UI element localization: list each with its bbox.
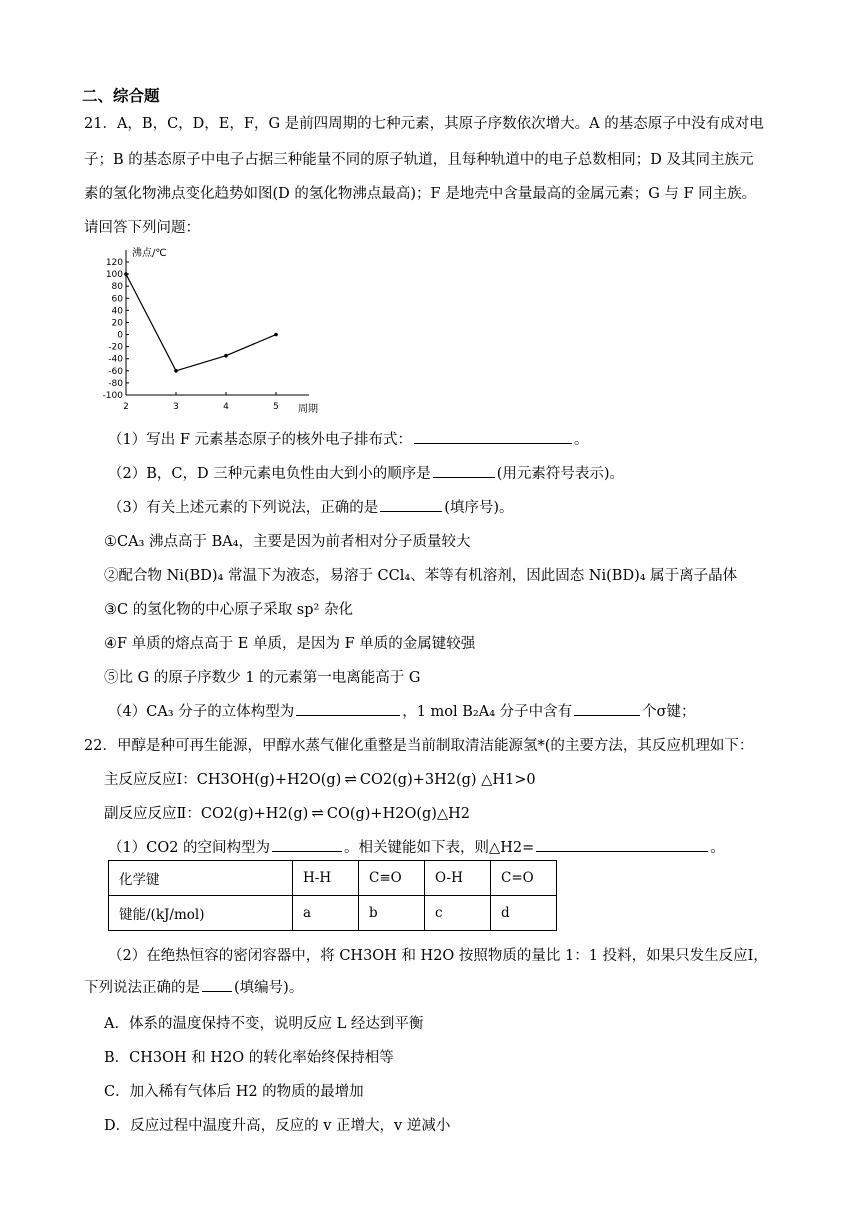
reaction-left: CO2(g)+H2(g)	[200, 806, 309, 822]
table-cell: d	[491, 896, 557, 931]
chart-data-point	[124, 272, 128, 276]
q22-sub1-blank-2[interactable]	[536, 837, 708, 852]
reaction-right: CO(g)+H2O(g)△H2	[326, 806, 470, 822]
table-row	[109, 896, 557, 931]
bond-energy-table	[108, 860, 557, 931]
chart-x-tick-label: 5	[273, 402, 279, 412]
table-cell: b	[359, 896, 425, 931]
q21-sub1-suffix: 。	[574, 432, 589, 448]
chart-x-label: 周期	[298, 404, 318, 415]
option-text: CA₃ 沸点高于 BA₄，主要是因为前者相对分子质量较大	[117, 534, 471, 550]
q22-sub2-blank[interactable]	[202, 977, 232, 992]
chart-y-tick-label: -80	[108, 378, 123, 389]
q22-choice-c: C．加入稀有气体后 H2 的物质的最增加	[104, 1084, 364, 1100]
q22-sub2-line-1: （2）在绝热恒容的密闭容器中，将 CH3OH 和 H2O 按照物质的量比 1：1 投料，如果只发生反应Ⅰ，	[108, 948, 768, 964]
q21-sub2-suffix: (用元素符号表示)。	[496, 466, 625, 482]
table-cell: O-H	[425, 861, 491, 896]
table-header-row	[109, 861, 557, 896]
reaction-label: 副反应反应Ⅱ：	[104, 806, 201, 822]
q21-line-1: 21．A，B，C，D，E，F，G 是前四周期的七种元素，其原子序数依次增大。A 的基态原子中没有成对电	[84, 116, 764, 132]
q22-sub2-prefix: 下列说法正确的是	[84, 980, 200, 996]
chart-data-point	[224, 354, 228, 358]
q22-choice-b: B．CH3OH 和 H2O 的转化率始终保持相等	[104, 1050, 394, 1066]
chart-x-tick-label: 4	[223, 402, 229, 412]
q21-sub1-prefix: （1）写出 F 元素基态原子的核外电子排布式：	[108, 432, 413, 448]
chart-y-tick-label: -60	[108, 366, 123, 377]
chart-data-point	[174, 369, 178, 373]
equilibrium-arrow-icon: ⇌	[344, 770, 357, 788]
q21-option-2	[104, 564, 737, 585]
reaction-left: CH3OH(g)+H2O(g)	[196, 772, 342, 788]
chart-x-tick-label: 3	[173, 402, 179, 412]
option-mark: ①	[104, 534, 117, 550]
option-text: C 的氢化物的中心原子采取 sp² 杂化	[117, 602, 353, 618]
q21-sub4	[108, 700, 696, 721]
chart-y-label: 沸点/℃	[132, 248, 167, 259]
q22-choice-a: A．体系的温度保持不变，说明反应 L 经达到平衡	[104, 1016, 424, 1032]
q22-sub2-suffix: (填编号)。	[234, 980, 304, 996]
q21-sub2	[108, 462, 624, 483]
q21-option-3	[104, 598, 353, 619]
q21-sub4-suffix: 个σ键；	[642, 704, 696, 720]
chart-y-tick-label: -20	[108, 342, 123, 353]
option-mark: ③	[104, 602, 117, 618]
q21-sub3-prefix: （3）有关上述元素的下列说法，正确的是	[108, 500, 379, 516]
chart-y-tick-label: 60	[111, 294, 123, 305]
q21-sub3	[108, 496, 514, 517]
reaction-label: 主反应反应Ⅰ：	[104, 772, 197, 788]
chart-y-tick-label: 0	[117, 330, 123, 341]
option-text: 比 G 的原子序数少 1 的元素第一电离能高于 G	[118, 670, 421, 686]
q21-line-4: 请回答下列问题：	[84, 220, 200, 236]
table-cell: 化学键	[109, 861, 293, 896]
chart-points	[124, 272, 278, 372]
q22-sub1-prefix: （1）CO2 的空间构型为	[108, 840, 271, 856]
q21-sub2-prefix: （2）B，C，D 三种元素电负性由大到小的顺序是	[108, 466, 431, 482]
option-mark: ⑤	[104, 670, 119, 686]
reaction-right: CO2(g)+3H2(g) △H1>0	[359, 772, 536, 788]
chart-axes	[126, 250, 309, 395]
q22-intro: 22．甲醇是种可再生能源，甲醇水蒸气催化重整是当前制取清洁能源氢*(的主要方法，其反应机理如下：	[84, 738, 754, 754]
q22-choice-d: D．反应过程中温度升高，反应的 v 正增大，v 逆减小	[104, 1118, 451, 1134]
q21-option-5	[104, 666, 420, 687]
q21-sub4-middle: ，1 mol B₂A₄ 分子中含有	[402, 704, 573, 720]
option-mark: ②	[104, 568, 119, 584]
q21-line-2: 子；B 的基态原子中电子占据三种能量不同的原子轨道，且每种轨道中的电子总数相同；D 及其同主族元	[84, 152, 754, 168]
q22-sub1-middle: 。相关键能如下表，则△H2=	[344, 840, 535, 856]
chart-y-tick-label: -100	[102, 391, 123, 401]
chart-series-line	[126, 274, 276, 371]
option-text: F 单质的熔点高于 E 单质，是因为 F 单质的金属键较强	[117, 636, 476, 652]
table-cell: H-H	[293, 861, 359, 896]
q21-sub1-blank[interactable]	[414, 429, 572, 444]
q21-sub2-blank[interactable]	[433, 463, 495, 478]
q22-sub1	[108, 836, 725, 857]
chart-y-tick-label: 120	[105, 258, 123, 268]
q21-sub3-blank[interactable]	[380, 497, 442, 512]
equilibrium-arrow-icon: ⇌	[311, 804, 324, 822]
table-cell: C≡O	[359, 861, 425, 896]
q22-sub1-suffix: 。	[710, 840, 725, 856]
chart-y-tick-label: 80	[111, 282, 123, 293]
q22-reaction-2	[104, 802, 470, 823]
q21-sub1	[108, 428, 589, 449]
section-title: 二、综合题	[82, 87, 160, 105]
chart-y-ticks	[103, 258, 129, 401]
q21-option-4	[104, 632, 475, 653]
table-cell: 键能/(kJ/mol)	[109, 896, 293, 931]
q21-option-1	[104, 530, 471, 551]
chart-y-tick-label: 40	[111, 306, 123, 317]
q22-sub2-line-2	[84, 976, 303, 997]
table-cell: C=O	[491, 861, 557, 896]
boiling-point-chart	[86, 240, 326, 415]
chart-y-tick-label: 100	[105, 270, 123, 281]
table-cell: c	[425, 896, 491, 931]
chart-y-tick-label: -40	[108, 354, 123, 365]
q21-sub4-blank-2[interactable]	[574, 701, 640, 716]
q21-sub4-blank-1[interactable]	[296, 701, 400, 716]
chart-x-tick-label: 2	[123, 402, 129, 412]
q21-sub3-suffix: (填序号)。	[444, 500, 514, 516]
q22-reaction-1	[104, 768, 536, 789]
q21-sub4-prefix: （4）CA₃ 分子的立体构型为	[108, 704, 295, 720]
chart-y-tick-label: 20	[111, 318, 123, 329]
chart-data-point	[274, 333, 278, 337]
option-mark: ④	[104, 636, 117, 652]
table-cell: a	[293, 896, 359, 931]
q21-line-3: 素的氢化物沸点变化趋势如图(D 的氢化物沸点最高)；F 是地壳中含量最高的金属元素；G 与 F 同主族。	[84, 186, 757, 202]
option-text: 配合物 Ni(BD)₄ 常温下为液态，易溶于 CCl₄、苯等有机溶剂，因此固态 Ni(BD)₄ 属于离子晶体	[118, 568, 738, 584]
q22-sub1-blank-1[interactable]	[272, 837, 342, 852]
